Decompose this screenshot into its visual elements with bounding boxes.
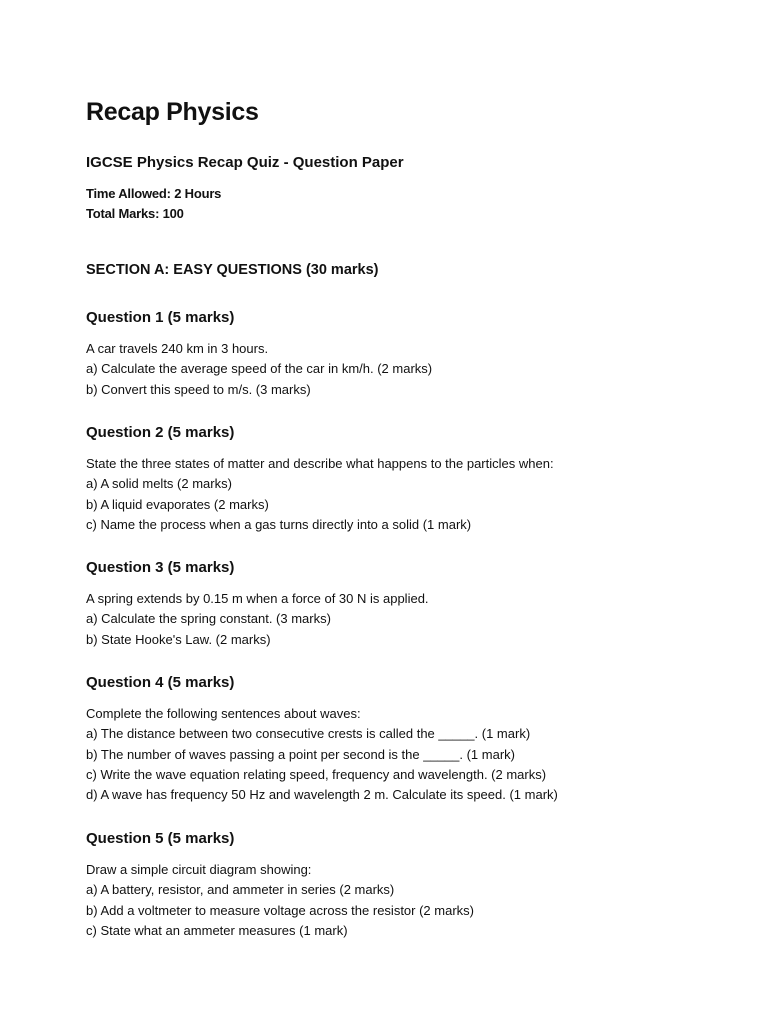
question-line: Draw a simple circuit diagram showing:	[86, 862, 312, 877]
question-line: a) A battery, resistor, and ammeter in series (2 marks)	[86, 882, 395, 898]
question-line: b) The number of waves passing a point per second is the _____. (1 mark)	[86, 746, 515, 762]
question-line: a) Calculate the spring constant. (3 marks)	[86, 611, 331, 627]
question-line: a) A solid melts (2 marks)	[86, 476, 232, 492]
time-allowed: Time Allowed: 2 Hours	[86, 186, 222, 201]
paper-subtitle: IGCSE Physics Recap Quiz - Question Paper	[86, 154, 404, 171]
question-line: b) Add a voltmeter to measure voltage across the resistor (2 marks)	[86, 902, 474, 918]
question-body	[86, 704, 558, 805]
question-heading: Question 1 (5 marks)	[86, 309, 235, 326]
question-line: c) Name the process when a gas turns directly into a solid (1 mark)	[86, 516, 472, 532]
question-line: b) Convert this speed to m/s. (3 marks)	[86, 381, 311, 397]
question-line: A car travels 240 km in 3 hours.	[86, 341, 269, 356]
question-body	[86, 589, 429, 650]
question-body	[86, 339, 432, 400]
question-line: State the three states of matter and describe what happens to the particles when:	[86, 456, 554, 471]
question-line: b) A liquid evaporates (2 marks)	[86, 496, 269, 512]
question-line: Complete the following sentences about waves:	[86, 706, 361, 721]
question-line: d) A wave has frequency 50 Hz and wavelength 2 m. Calculate its speed. (1 mark)	[86, 787, 558, 803]
question-heading: Question 5 (5 marks)	[86, 830, 235, 847]
question-line: c) State what an ammeter measures (1 mark)	[86, 922, 348, 938]
section-heading: SECTION A: EASY QUESTIONS (30 marks)	[86, 262, 379, 278]
question-heading: Question 3 (5 marks)	[86, 559, 235, 576]
question-heading: Question 2 (5 marks)	[86, 424, 235, 441]
question-line: a) Calculate the average speed of the car in km/h. (2 marks)	[86, 361, 433, 377]
question-heading: Question 4 (5 marks)	[86, 674, 235, 691]
question-body	[86, 860, 474, 941]
question-line: A spring extends by 0.15 m when a force of 30 N is applied.	[86, 591, 429, 606]
total-marks: Total Marks: 100	[86, 206, 184, 221]
question-line: a) The distance between two consecutive crests is called the _____. (1 mark)	[86, 726, 531, 742]
question-line: b) State Hooke's Law. (2 marks)	[86, 631, 271, 647]
page-title: Recap Physics	[86, 98, 259, 126]
question-body	[86, 454, 554, 535]
question-line: c) Write the wave equation relating speed, frequency and wavelength. (2 marks)	[86, 766, 547, 782]
